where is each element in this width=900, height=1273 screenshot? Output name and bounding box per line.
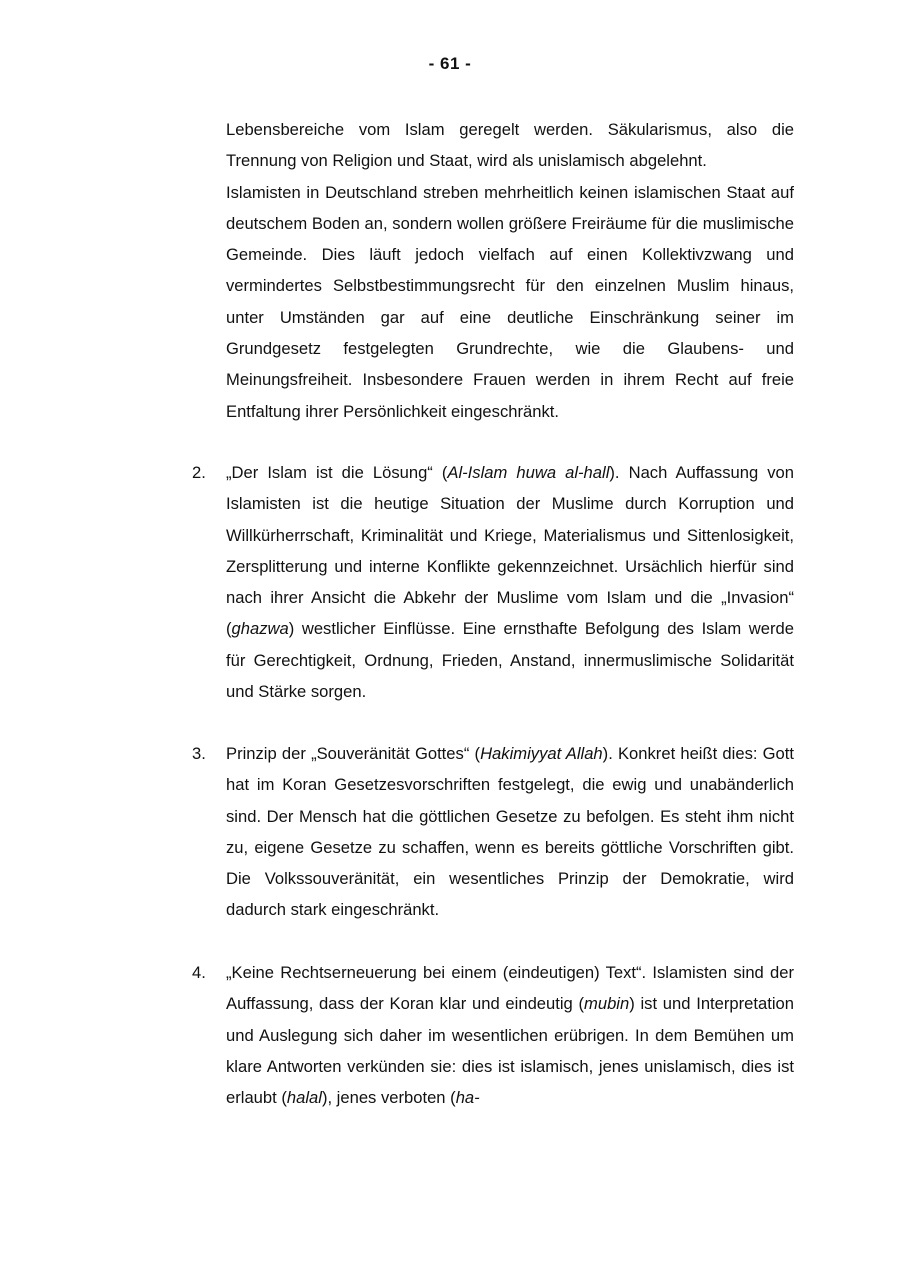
text-segment: ), jenes verboten ( [321,1088,456,1108]
text-segment: „Keine Rechtserneuerung bei einem (eindeutigen) Text“. Islamisten sind der Auffassung, dass der Koran klar und eindeutig ( [226,963,794,1014]
text-segment: ) ist und Interpretation und Auslegung sich daher im wesentlichen erübrigen. In dem Bemühen um klare Antworten verkünden sie: dies ist islamisch, jenes unislamisch, dies ist erlaubt ( [226,994,794,1108]
page-number: - 61 - [428,54,472,73]
text-segment: ). Konkret heißt dies: Gott hat im Koran Gesetzesvorschriften festgelegt, die ewig und unabänderlich sind. Der Mensch hat die göttlichen Gesetze zu befolgen. Es steht ihm nicht zu, eigene Gesetze zu schaffen, wenn es bereits göttliche Vorschriften gibt. Die Volkssouveränität, ein wesentliches Prinzip der Demokratie, wird dadurch stark eingeschränkt. [226,744,795,920]
list-number: 2. [192,463,206,482]
italic-term: mubin [584,994,630,1014]
intro-paragraph-1: Lebensbereiche vom Islam geregelt werden. Säkularismus, also die Trennung von Religion und Staat, wird als unislamisch abgelehnt. [226,120,794,171]
text-segment: ) westlicher Einflüsse. Eine ernsthafte Befolgung des Islam werde für Gerechtigkeit, Ordnung, Frieden, Anstand, innermuslimische Solidarität und Stärke sorgen. [226,619,794,702]
italic-term: Al-Islam huwa al-hall [447,463,610,482]
list-item-4 [192,957,794,1113]
list-item-text [226,457,794,707]
list-number: 4. [192,963,206,982]
list-item-2 [192,457,794,707]
list-item-text [226,957,794,1113]
list-item-3 [192,738,795,926]
italic-term: Hakimiyyat Allah [480,744,603,763]
italic-term: ghazwa [231,619,289,639]
text-segment: ). Nach Auffassung von Islamisten ist die heutige Situation der Muslime durch Korruption und Willkürherrschaft, Kriminalität und Kriege, Materialismus und Sittenlosigkeit, Zersplitterung und interne Konflikte gekennzeichnet. Ursächlich hierfür sind nach ihrer Ansicht die Abkehr der Muslime vom Islam und die „Invasion“ ( [226,463,794,639]
text-segment: „Der Islam ist die Lösung“ ( [226,463,448,482]
italic-term: halal [286,1088,322,1108]
intro-paragraph-2: Islamisten in Deutschland streben mehrheitlich keinen islamischen Staat auf deutschem Boden an, sondern wollen größere Freiräume für die muslimische Gemeinde. Dies läuft jedoch vielfach auf einen Kollektivzwang und vermindertes Selbstbestimmungsrecht für den einzelnen Muslim hinaus, unter Umständen gar auf eine deutliche Einschränkung seiner im Grundgesetz festgelegten Grundrechte, wie die Glaubens- und Meinungsfreiheit. Insbesondere Frauen werden in ihrem Recht auf freie Entfaltung ihrer Persönlichkeit eingeschränkt. [226,182,794,421]
list-number: 3. [192,744,206,763]
italic-term: ha- [455,1088,480,1108]
list-item-text [226,738,794,926]
text-segment: Prinzip der „Souveränität Gottes“ ( [226,744,481,763]
intro-section [226,114,794,427]
